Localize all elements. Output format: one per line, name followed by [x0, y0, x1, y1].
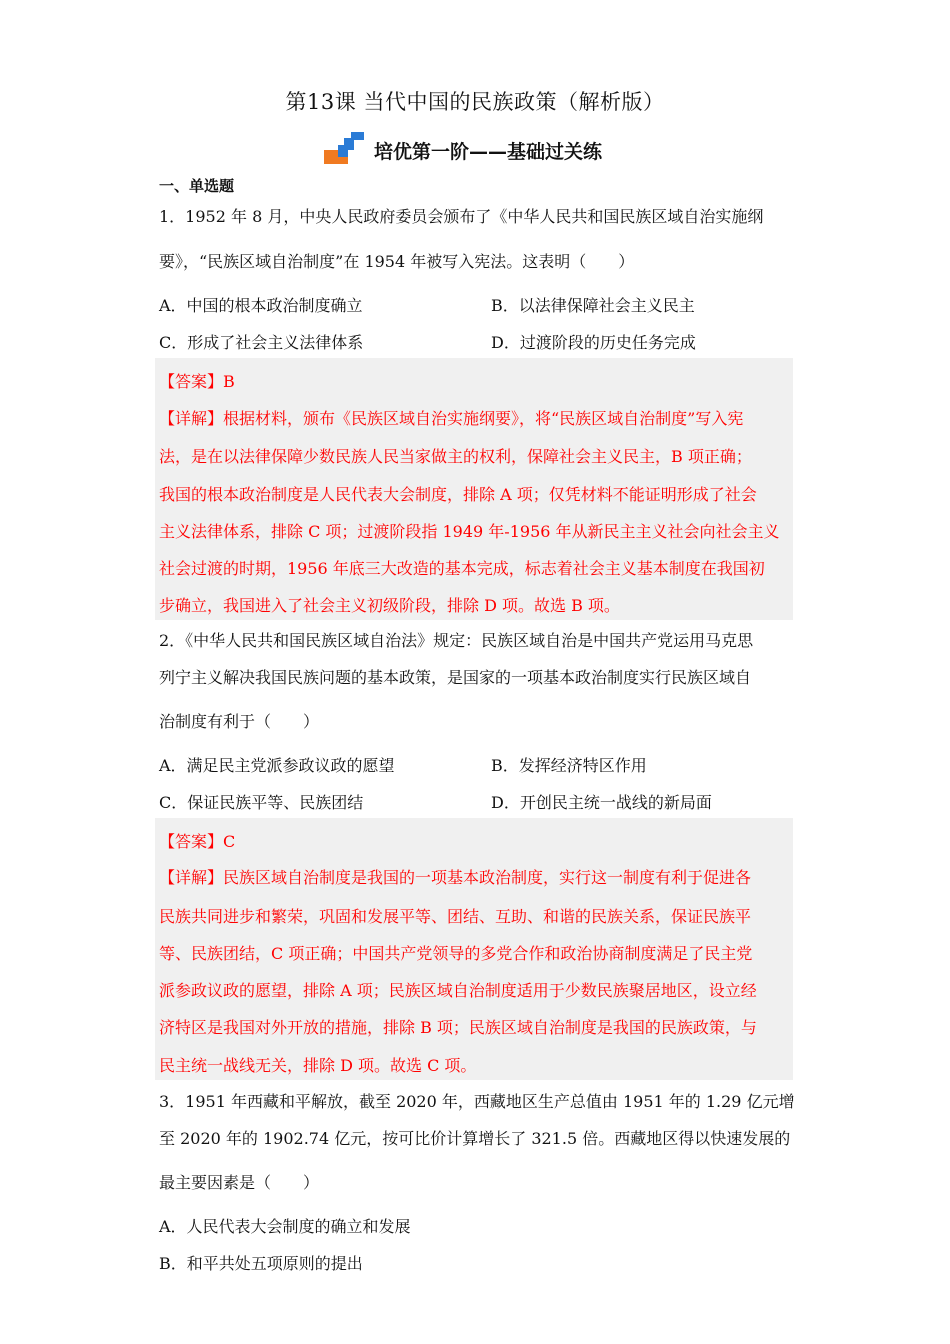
question-1-detail-line: 主义法律体系，排除 C 项；过渡阶段指 1949 年-1956 年从新民主主义社会向社会主义 — [159, 522, 780, 541]
question-1-detail-line: 社会过渡的时期，1956 年底三大改造的基本完成，标志着社会主义基本制度在我国初 — [159, 559, 765, 578]
page-title: 第13课 当代中国的民族政策（解析版） — [285, 90, 665, 114]
question-1-option-c: C．形成了社会主义法律体系 — [159, 333, 364, 352]
question-2-option-b: B．发挥经济特区作用 — [491, 756, 647, 775]
question-2-detail-line: 【详解】民族区域自治制度是我国的一项基本政治制度，实行这一制度有利于促进各 — [159, 868, 752, 887]
question-1-answer-box — [155, 358, 793, 620]
banner-title: 培优第一阶——基础过关练 — [374, 141, 603, 163]
level-banner — [324, 128, 602, 168]
stairs-logo-icon — [324, 132, 370, 168]
question-1-detail-line: 我国的根本政治制度是人民代表大会制度，排除 A 项；仅凭材料不能证明形成了社会 — [159, 485, 757, 504]
question-3-option-a: A．人民代表大会制度的确立和发展 — [159, 1217, 411, 1236]
question-2-answer: 【答案】C — [159, 832, 236, 851]
question-1-detail-line: 【详解】根据材料，颁布《民族区域自治实施纲要》，将“民族区域自治制度”写入宪 — [159, 409, 744, 428]
question-2-option-a: A．满足民主党派参政议政的愿望 — [159, 756, 395, 775]
question-1-option-a: A．中国的根本政治制度确立 — [159, 296, 363, 315]
question-1-line-1: 1．1952 年 8 月，中央人民政府委员会颁布了《中华人民共和国民族区域自治实施纲 — [159, 207, 764, 226]
question-2-line-2: 列宁主义解决我国民族问题的基本政策，是国家的一项基本政治制度实行民族区域自 — [159, 668, 752, 687]
question-1-detail-line: 法，是在以法律保障少数民族人民当家做主的权利，保障社会主义民主，B 项正确； — [159, 447, 752, 466]
question-2-detail-line: 济特区是我国对外开放的措施，排除 B 项；民族区域自治制度是我国的民族政策，与 — [159, 1018, 757, 1037]
question-1-line-2: 要》，“民族区域自治制度”在 1954 年被写入宪法。这表明（ ） — [159, 252, 635, 271]
question-3-line-2: 至 2020 年的 1902.74 亿元，按可比价计算增长了 321.5 倍。西藏地区得以快速发展的 — [159, 1129, 791, 1148]
question-1-option-b: B．以法律保障社会主义民主 — [491, 296, 695, 315]
question-2-detail-line: 民主统一战线无关，排除 D 项。故选 C 项。 — [159, 1056, 477, 1075]
question-3-line-1: 3．1951 年西藏和平解放，截至 2020 年，西藏地区生产总值由 1951 年的 1.29 亿元增 — [159, 1092, 795, 1111]
question-2-detail-line: 等、民族团结，C 项正确；中国共产党领导的多党合作和政治协商制度满足了民主党 — [159, 944, 753, 963]
question-1-answer: 【答案】B — [159, 372, 235, 391]
question-1-detail-line: 步确立，我国进入了社会主义初级阶段，排除 D 项。故选 B 项。 — [159, 596, 620, 615]
question-2-detail-line: 派参政议政的愿望，排除 A 项；民族区域自治制度适用于少数民族聚居地区，设立经 — [159, 981, 757, 1000]
section-heading: 一、单选题 — [159, 177, 235, 195]
question-3-option-b: B．和平共处五项原则的提出 — [159, 1254, 363, 1273]
question-2-line-1: 2．《中华人民共和国民族区域自治法》规定：民族区域自治是中国共产党运用马克思 — [159, 631, 754, 650]
question-2-option-c: C．保证民族平等、民族团结 — [159, 793, 364, 812]
question-2-detail-line: 民族共同进步和繁荣，巩固和发展平等、团结、互助、和谐的民族关系，保证民族平 — [159, 907, 752, 926]
question-2-option-d: D．开创民主统一战线的新局面 — [491, 793, 712, 812]
question-2-line-3: 治制度有利于（ ） — [159, 712, 320, 731]
question-2-answer-box — [155, 818, 793, 1080]
question-1-option-d: D．过渡阶段的历史任务完成 — [491, 333, 696, 352]
question-3-line-3: 最主要因素是（ ） — [159, 1173, 320, 1192]
